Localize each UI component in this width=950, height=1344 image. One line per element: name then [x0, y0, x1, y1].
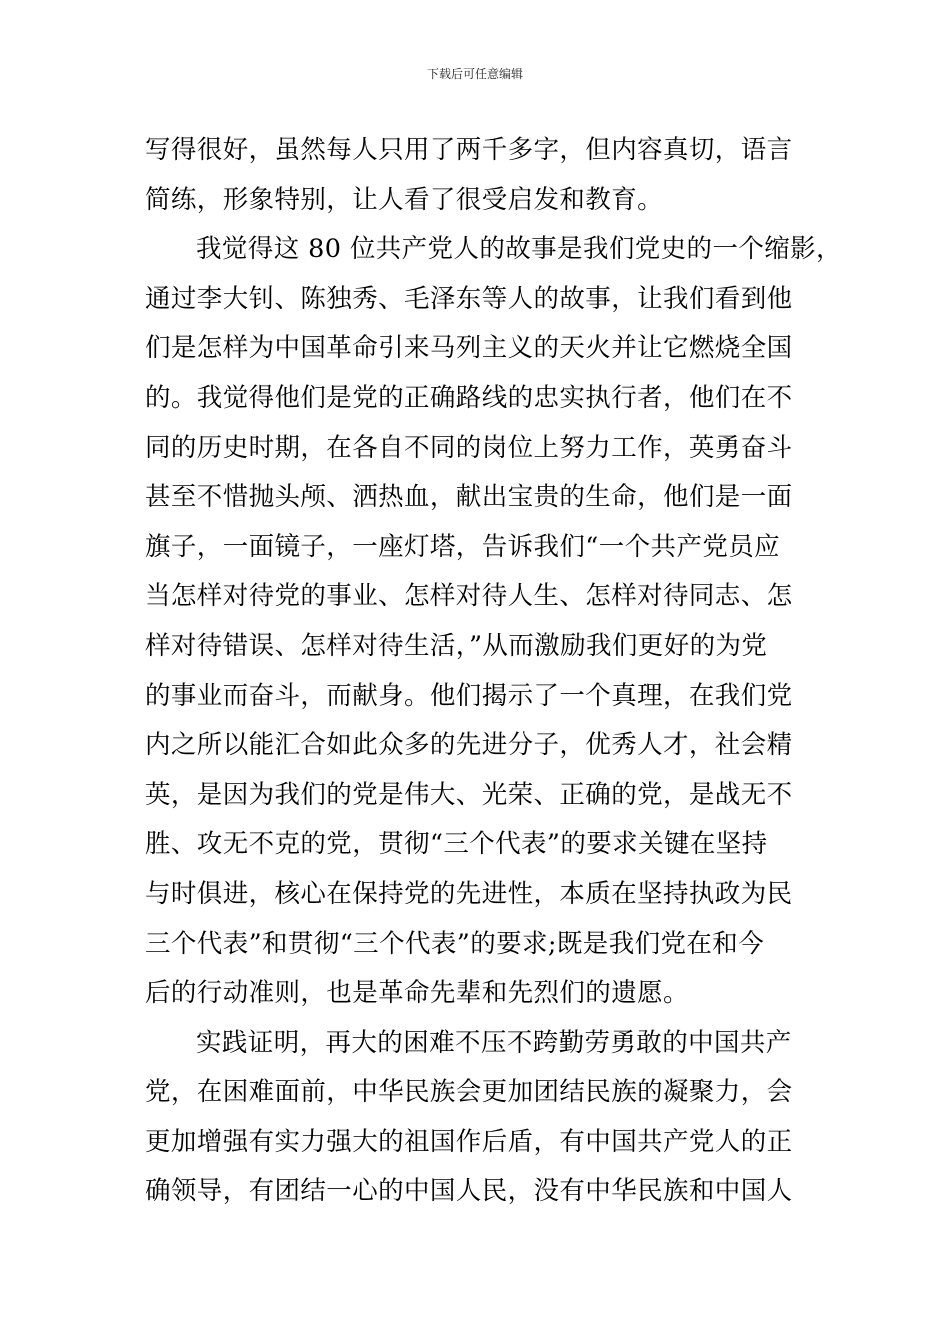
- text-line: 同的历史时期，在各自不同的岗位上努力工作，英勇奋斗: [145, 432, 793, 463]
- text-line: 通过李大钊、陈独秀、毛泽东等人的故事，让我们看到他: [145, 283, 793, 314]
- text-line: 英，是因为我们的党是伟大、光荣、正确的党，是战无不: [145, 779, 793, 810]
- text-line: 与时俱进，核心在保持党的先进性，本质在坚持执政为民: [145, 878, 793, 909]
- text-line: 写得很好，虽然每人只用了两千多字，但内容真切，语言: [145, 135, 793, 165]
- text-line: 旗子，一面镜子，一座灯塔，告诉我们“一个共产党员应: [145, 531, 781, 562]
- text-line: 确领导，有团结一心的中国人民，没有中华民族和中国人: [145, 1176, 793, 1207]
- text-line: 们是怎样为中国革命引来马列主义的天火并让它燃烧全国: [145, 333, 793, 364]
- paragraph-first-line: 实践证明，再大的困难不压不跨勤劳勇敢的中国共产: [196, 1027, 792, 1058]
- text-line: 的。我觉得他们是党的正确路线的忠实执行者，他们在不: [145, 382, 793, 413]
- page-header: 下载后可任意编辑: [426, 67, 523, 81]
- text-line: 胜、攻无不克的党，贯彻“三个代表”的要求关键在坚持: [145, 829, 768, 860]
- body-text: [145, 126, 842, 1217]
- text-line: 当怎样对待党的事业、怎样对待人生、怎样对待同志、怎: [145, 581, 793, 612]
- text-line: 党，在困难面前，中华民族会更加团结民族的凝聚力，会: [145, 1077, 793, 1108]
- text-line: 后的行动准则，也是革命先辈和先烈们的遗愿。: [145, 978, 689, 1009]
- text-line: 简练，形象特别，让人看了很受启发和教育。: [145, 184, 664, 215]
- text-line: 内之所以能汇合如此众多的先进分子，优秀人才，社会精: [145, 730, 793, 761]
- text-line: 甚至不惜抛头颅、洒热血，献出宝贵的生命，他们是一面: [145, 482, 793, 513]
- text-line: 的事业而奋斗，而献身。他们揭示了一个真理，在我们党: [145, 680, 793, 711]
- text-line: 样对待错误、怎样对待生活，”从而激励我们更好的为党: [145, 630, 768, 661]
- text-line: 三个代表”和贯彻“三个代表”的要求;既是我们党在和今: [145, 928, 765, 959]
- paragraph-first-line: 我觉得这 80 位共产党人的故事是我们党史的一个缩影，: [196, 234, 842, 265]
- text-line: 更加增强有实力强大的祖国作后盾，有中国共产党人的正: [145, 1126, 793, 1157]
